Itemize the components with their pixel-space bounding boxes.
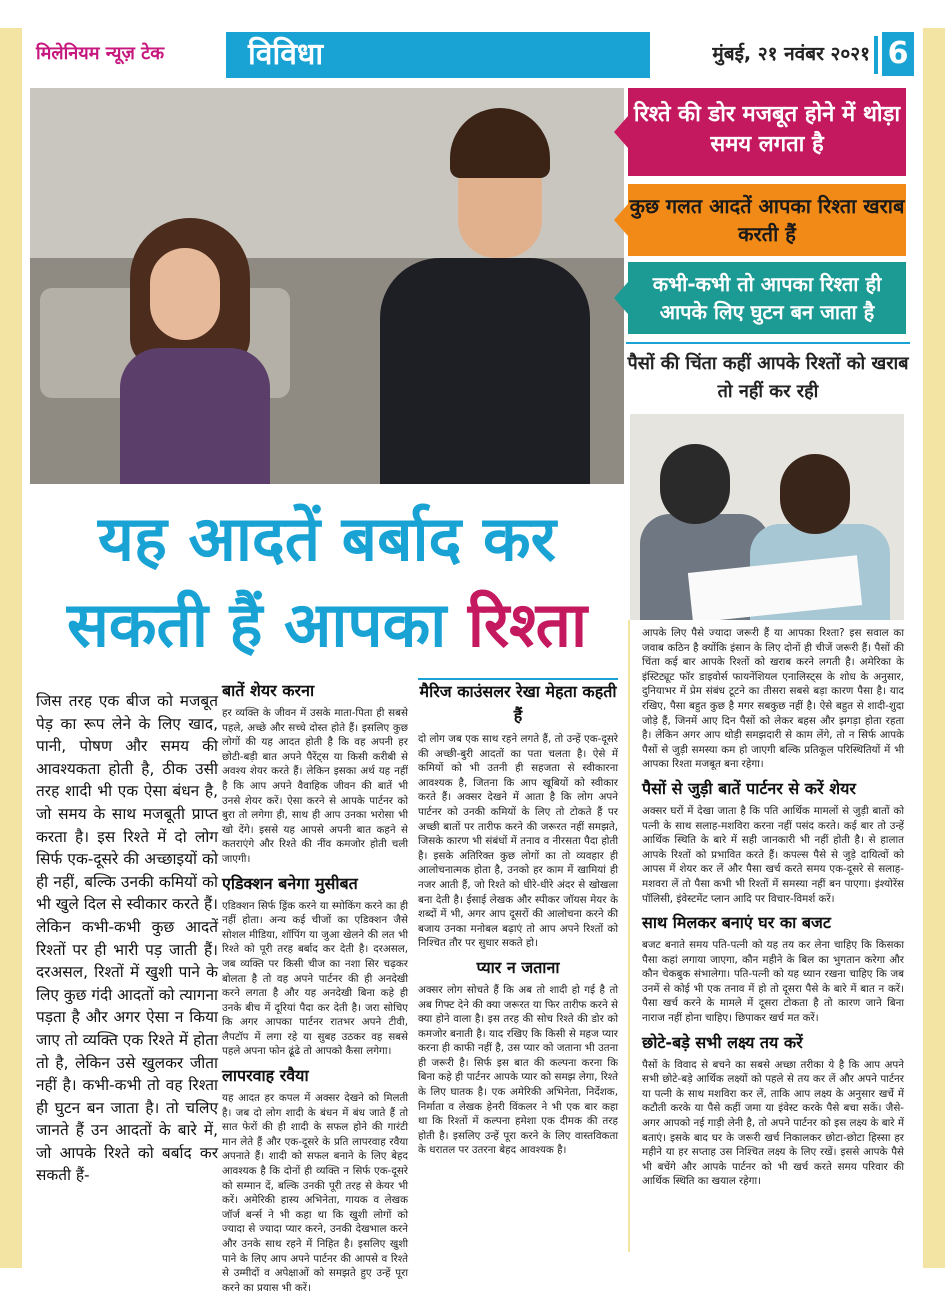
callout-text: कभी-कभी तो आपका रिश्ता ही आपके लिए घुटन बन जाता है bbox=[652, 272, 882, 324]
headline-line-2: सकती हैं आपका bbox=[66, 588, 468, 661]
headline-highlight: रिश्ता bbox=[467, 588, 588, 661]
paragraph: अक्सर लोग सोचते हैं कि अब तो शादी हो गई है तो अब गिफ्ट देने की क्या जरूरत या फिर तारीफ करने से क्या होने वाला है। इस तरह की सोच रिश्ते की डोर को कमजोर बनाती है। याद रखिए कि किसी से महज प्यार करना ही काफी नहीं है, उस प्यार को जताना भी उतना ही जरूरी है। सिर्फ इस बात की कल्पना करना कि बिना कहे ही पार्टनर आपके प्यार को समझ लेगा, रिश्ते के लिए घातक है। एक अमेरिकी अभिनेता, निर्देशक, निर्माता व लेखक हेनरी विंकलर ने भी एक बार कहा था कि रिश्तों में कल्पना हमेशा एक दीमक की तरह होती है। इसलिए उन्हें पूरा करने के लिए वास्तविकता के धरातल पर उतरना बेहद आवश्यक है। bbox=[418, 983, 618, 1157]
page-header bbox=[30, 32, 914, 78]
main-headline bbox=[30, 496, 624, 668]
paragraph: यह आदत हर कपल में अक्सर देखने को मिलती है। जब दो लोग शादी के बंधन में बंध जाते हैं तो सात फेरों की ही शादी के सफल होने की गारंटी मान लेते हैं और एक-दूसरे के प्रति लापरवाह रवैया अपनाते हैं। शादी को सफल बनाने के लिए बेहद आवश्यक है कि दोनों ही व्यक्ति न सिर्फ एक-दूसरे को सम्मान दें, बल्कि उनकी पूरी तरह से केयर भी करें। अमेरिकी हास्य अभिनेता, गायक व लेखक जॉर्ज बर्न्स ने भी कहा था कि खुशी लोगों को ज्यादा से ज्यादा प्यार करने, उनकी देखभाल करने और उनके साथ रहने में निहित है। इसलिए खुशी पाने के लिए आप अपने पार्टनर की आपसे व रिश्ते से उम्मीदों व अपेक्षाओं को समझते हुए उन्हें पूरा करने का प्रयास भी करें। bbox=[222, 1092, 408, 1294]
article-column-2 bbox=[222, 678, 408, 1301]
subhead-budget: साथ मिलकर बनाएं घर का बजट bbox=[642, 913, 831, 933]
couple-finance-photo bbox=[630, 414, 904, 620]
subhead-money-share: पैसों से जुड़ी बातें पार्टनर से करें शेयर bbox=[642, 778, 856, 798]
sidebar-article-title: पैसों की चिंता कहीं आपके रिश्तों को खराब तो नहीं कर रही bbox=[626, 342, 910, 412]
right-decorative-bar bbox=[923, 28, 945, 1268]
headline-line-1: यह आदतें बर्बाद कर bbox=[97, 502, 557, 575]
callout-banner-2 bbox=[628, 184, 906, 256]
subhead-goals: छोटे-बड़े सभी लक्ष्य तय करें bbox=[642, 1032, 803, 1052]
man-figure bbox=[360, 108, 590, 484]
callout-text: रिश्ते की डोर मजबूत होने में थोड़ा समय लगता है bbox=[633, 102, 901, 157]
paragraph: आपके लिए पैसे ज्यादा जरूरी हैं या आपका रिश्ता? इस सवाल का जवाब कठिन है क्योंकि इंसान के लिए दोनों ही चीजें जरूरी हैं। पैसों की चिंता कई बार आपके रिश्तों को खराब करने लगती है। अमेरिका के इंस्टिट्यूट फॉर डाइवोर्स फायनेंशियल एनालिस्ट्स के शोध के अनुसार, दुनियाभर में प्रेम संबंध टूटने का तीसरा सबसे बड़ा कारण पैसा है। याद रखिए, पैसा बहुत कुछ है मगर सबकुछ नहीं है। ऐसे बहुत से शादी-शुदा जोड़े हैं, जिनमें आए दिन पैसों को लेकर बहस और झगड़ा होता रहता है। लेकिन अगर आप थोड़ी समझदारी से काम लेंगे, तो न सिर्फ आपके पैसों से जुड़ी समस्या कम हो जाएगी बल्कि प्रतिकूल परिस्थितियों में भी आपका रिश्ता मजबूत बना रहेगा। bbox=[642, 627, 904, 771]
section-title: विविधा bbox=[226, 32, 650, 78]
issue-date: मुंबई, २१ नवंबर २०२१ bbox=[712, 43, 870, 65]
paragraph: अक्सर घरों में देखा जाता है कि पति आर्थिक मामलों से जुड़ी बातों को पत्नी के साथ सलाह-मशविरा करना नहीं पसंद करते। कई बार तो उन्हें आर्थिक स्थिति के बारे में सही जानकारी भी नहीं होती है। से हालात आपके रिश्तों को प्रभावित करते हैं। कपल्स पैसे से जुड़े दायित्वों को आपस में शेयर कर लें और पैसा खर्च करते समय एक-दूसरे से सलाह-मशवरा लें तो पैसा कभी भी रिश्तों में समस्या नहीं बन पाएगा। इंश्योरेंस पॉलिसी, इंवेस्टमेंट प्लान आदि पर विचार-विमर्श करें। bbox=[642, 804, 904, 905]
paragraph: दो लोग जब एक साथ रहने लगते हैं, तो उन्हें एक-दूसरे की अच्छी-बुरी आदतों का पता चलता है। ऐसे में कमियों को भी उतनी ही सहजता से स्वीकारना आवश्यक है, जितना कि आप खूबियों को स्वीकार करते हैं। अक्सर देखने में आता है कि लोग अपने पार्टनर को उनकी कमियों के लिए तो टोकते हैं पर अच्छी बातों पर तारीफ करने की जरूरत नहीं समझते, जिसके कारण भी संबंधों में तनाव व नीरसता पैदा होती है। इसके अतिरिक्त कुछ लोगों का तो व्यवहार ही आलोचनात्मक होता है, उनको हर काम में खामियां ही नजर आती हैं, जो रिश्ते को धीरे-धीरे अंदर से खोखला बना देती है। ईसाई लेखक और स्पीकर जॉयस मेयर के शब्दों में भी, अगर आप दूसरों की आलोचना करने की बजाय उनका मनोबल बढ़ाएं तो आप अपने रिश्तों को निश्चित तौर पर सुधार सकते हो। bbox=[418, 733, 618, 950]
paragraph: बजट बनाते समय पति-पत्नी को यह तय कर लेना चाहिए कि किसका पैसा कहां लगाया जाएगा, कौन महीने के बिल का भुगतान करेगा और कौन चेकबुक संभालेगा। पति-पत्नी को यह ध्यान रखना चाहिए कि जब उनमें से कोई भी एक तनाव में हो तो दूसरा पैसे के बारे में बात न करें। पैसा खर्च करने के मामले में दूसरा टोकता है तो कारण जाने बिना नाराज नहीं होना चाहिए। छिपाकर खर्च मत करें। bbox=[642, 939, 904, 1025]
callout-banner-3 bbox=[628, 262, 906, 334]
header-divider bbox=[874, 36, 878, 74]
newspaper-name: मिलेनियम न्यूज़ टेक bbox=[30, 32, 224, 76]
column-divider bbox=[628, 620, 630, 1252]
article-column-3 bbox=[418, 678, 618, 1164]
callout-banner-1 bbox=[628, 88, 906, 176]
paragraph: पैसों के विवाद से बचने का सबसे अच्छा तरीका ये है कि आप अपने सभी छोटे-बड़े आर्थिक लक्ष्यों को पहले से तय कर लें और अपने पार्टनर या पत्नी के साथ मशविरा कर लें, ताकि आप लक्ष्य के अनुसार खर्चे में कटौती करके या पैसे कहीं जमा या इंवेस्ट करके पैसे बचा सकें। जैसे- अगर आपको नई गाड़ी लेनी है, तो अपने पार्टनर को इस लक्ष्य के बारे में बताएं। इसके बाद घर के जरूरी खर्च निकालकर छोटा-छोटा हिस्सा हर महीने या हर सप्ताह उस निश्चित लक्ष्य के लिए रखें। इससे आपके पैसे भी बचेंगे और आपके पार्टनर को भी खर्च करते समय परिवार की आर्थिक स्थिति का खयाल रहेगा। bbox=[642, 1058, 904, 1188]
intro-paragraph: जिस तरह एक बीज को मजबूत पेड़ का रूप लेने के लिए खाद, पानी, पोषण और समय की आवश्यकता होती है, ठीक उसी तरह शादी भी एक ऐसा बंधन है, जो समय के साथ मजबूती प्राप्त करता है। इस रिश्ते में दो लोग सिर्फ एक-दूसरे की अच्छाइयों को ही नहीं, बल्कि उनकी कमियों को भी खुले दिल से स्वीकार करते हैं। लेकिन कभी-कभी कुछ आदतें रिश्तों पर ही भारी पड़ जाती हैं। दरअसल, रिश्तों में खुशी पाने के लिए कुछ गंदी आदतों को त्यागना पड़ता है और अगर ऐसा न किया जाए तो व्यक्ति एक रिश्ते में होता तो है, लेकिन उसे खुलकर जीता नहीं है। कभी-कभी तो वह रिश्ता ही घुटन बन जाता है। तो चलिए जानते हैं उन आदतों के बारे में, जो आपके रिश्ते को बर्बाद कर सकती हैं- bbox=[36, 692, 218, 1185]
subhead-sharing: बातें शेयर करना bbox=[222, 681, 315, 700]
article-column-4 bbox=[642, 626, 904, 1195]
counselor-box-title: मैरिज काउंसलर रेखा मेहता कहती हैं bbox=[418, 678, 618, 728]
woman-figure bbox=[90, 198, 310, 484]
page-number: 6 bbox=[882, 32, 914, 76]
paragraph: हर व्यक्ति के जीवन में उसके माता-पिता ही सबसे पहले, अच्छे और सच्चे दोस्त होते हैं। इसलिए कुछ लोगों की यह आदत होती है कि वह अपनी हर छोटी-बड़ी बात अपने पैरेंट्स या किसी करीबी से अवश्य शेयर करते हैं। लेकिन इसका अर्थ यह नहीं है कि आप अपने वैवाहिक जीवन की बातें भी उनसे शेयर करें। ऐसा करने से आपके पार्टनर को बुरा तो लगेगा ही, साथ ही आप उनका भरोसा भी खो देंगे। इससे यह आपसे अपनी बात कहने से कतराएंगे और रिश्ते की नींव कमजोर होती चली जाएगी। bbox=[222, 707, 408, 865]
paragraph: एडिक्शन सिर्फ ड्रिंक करने या स्मोकिंग करने का ही नहीं होता। अन्य कई चीजों का एडिक्शन जैसे सोशल मीडिया, शॉपिंग या जुआ खेलने की लत भी रिश्ते को पूरी तरह बर्बाद कर देती है। दरअसल, जब व्यक्ति पर किसी चीज का नशा सिर चढ़कर बोलता है तो वह अपने पार्टनर की ही अनदेखी करने लगता है और यह अनदेखी बिना कहे ही उनके बीच में दूरियां पैदा कर देती है। जरा सोचिए कि अगर आपका पार्टनर रातभर अपने टीवी, लैपटॉप में लगा रहे या सुबह उठकर वह सबसे पहले अपना फोन ढूंढे तो आपको कैसा लगेगा। bbox=[222, 899, 408, 1058]
left-decorative-bar bbox=[0, 28, 22, 1268]
callout-text: कुछ गलत आदतें आपका रिश्ता खराब करती हैं bbox=[629, 194, 905, 246]
subhead-addiction: एडिक्शन बनेगा मुसीबत bbox=[222, 873, 358, 893]
subhead-careless: लापरवाह रवैया bbox=[222, 1066, 309, 1086]
couple-photo bbox=[30, 88, 624, 484]
subhead-love: प्यार न जताना bbox=[476, 957, 560, 977]
